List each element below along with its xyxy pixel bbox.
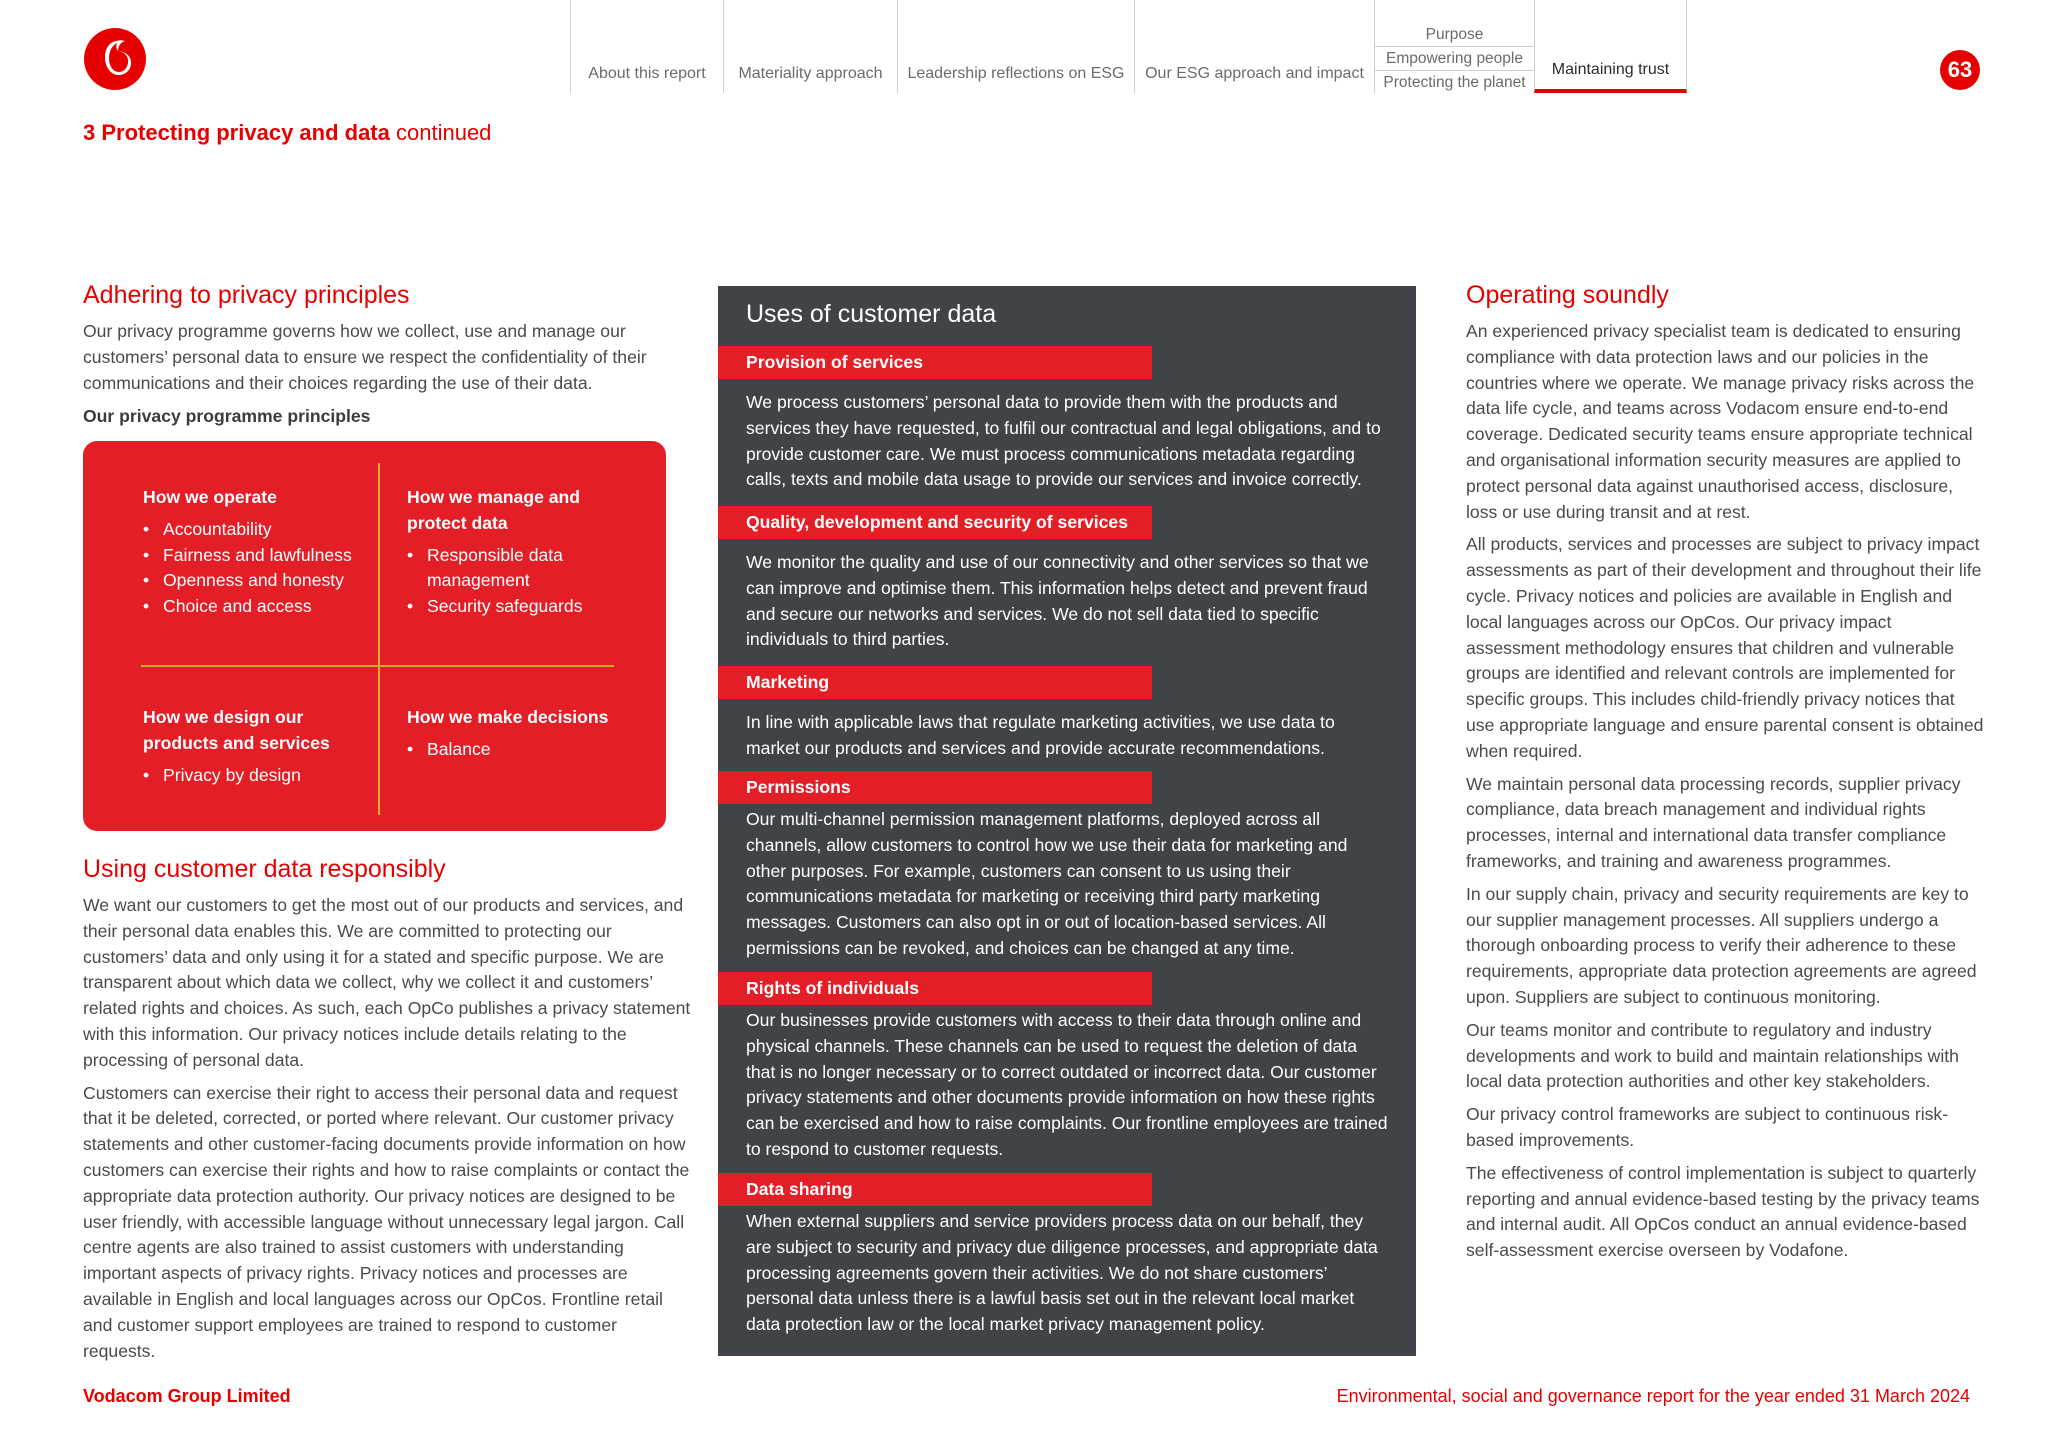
nav-leadership-reflections[interactable]	[897, 0, 1134, 93]
category-text: Our businesses provide customers with access to their data through online and physical channels. These channels can be used to request the deletion of data that is no longer necessary or to correct outdated or incorrect data. Our customer privacy statements and other documents provide information on how these rights can be exercised and how to raise complaints. Our frontline employees are trained to respond to customer requests.	[746, 1010, 1388, 1159]
principle-operate	[143, 485, 373, 620]
operating-paragraph: The effectiveness of control implementation is subject to quarterly reporting and annual evidence-based testing by the privacy teams and internal audit. All OpCos conduct an annual evidence-based self-assessment exercise overseen by Vodafone.	[1466, 1162, 1980, 1261]
nav-purpose[interactable]: Purpose	[1375, 0, 1534, 47]
operating-paragraph: An experienced privacy specialist team is dedicated to ensuring compliance with data protection laws and our policies in the countries where we operate. We manage privacy risks across the data life cycle, and teams across Vodacom ensure end-to-end coverage. Dedicated security teams ensure appropriate technical and organisational information security measures are applied to protect personal data against unauthorised access, disclosure, loss or use during transit and at rest.	[1466, 321, 1975, 522]
nav-empowering-people[interactable]: Empowering people	[1375, 47, 1534, 71]
category-label: Permissions	[718, 771, 1152, 804]
category-text: When external suppliers and service providers process data on our behalf, they are subject to security and privacy due diligence processes, and appropriate data processing agreements govern their activities. We do not share customers’ personal data unless there is a lawful basis set out in the relevant local market data protection law or the local market privacy management policy.	[746, 1211, 1378, 1335]
nav-label: Maintaining trust	[1551, 61, 1670, 78]
principle-item: • Balance	[427, 737, 637, 763]
category-label: Marketing	[718, 666, 1152, 699]
using-body	[83, 893, 691, 1371]
nav-esg-approach[interactable]	[1134, 0, 1374, 93]
nav-about-this-report[interactable]	[570, 0, 723, 93]
operating-heading: Operating soundly	[1466, 281, 1669, 309]
using-paragraph-2: Customers can exercise their right to access their personal data and request that it be deleted, corrected, or ported where relevant. Our customer privacy statements and other customer-facing documents provide information on how customers can exercise their rights and how to raise complaints or contact the appropriate data protection authority. Our privacy notices are designed to be user friendly, with accessible language without unnecessary legal jargon. Call centre agents are also trained to assist customers with understanding important aspects of privacy rights. Privacy notices and processes are available in English and local languages across our OpCos. Frontline retail and customer support employees are trained to respond to customer requests.	[83, 1082, 690, 1361]
nav-label: Our ESG approach and impact	[1145, 65, 1364, 82]
operating-paragraph: All products, services and processes are subject to privacy impact assessments as part of their development and throughout their life cycle. Privacy notices and policies are available in English and local languages across our OpCos. Our privacy impact assessment methodology ensures that children and vulnerable groups are identified and relevant controls are implemented for specific groups. This includes child-friendly privacy notices that use appropriate language and ensure parental consent is obtained when required.	[1466, 534, 1984, 761]
nav-label: Materiality approach	[738, 65, 883, 82]
category-label: Rights of individuals	[718, 972, 1152, 1005]
adhering-body	[83, 319, 673, 437]
category-text: Our multi-channel permission management platforms, deployed across all channels, allow customers to control how we use their data for marketing and other purposes. For example, customers can consent to us using their communications metadata for marketing or receiving third party marketing messages. Customers can also opt in or out of location-based services. All permissions can be revoked, and choices can be changed at any time.	[746, 809, 1348, 958]
operating-paragraph: In our supply chain, privacy and security requirements are key to our supplier management processes. All suppliers undergo a thorough onboarding process to verify their adherence to these requirements, appropriate data protection agreements are agreed upon. Suppliers are subject to continuous monitoring.	[1466, 883, 1977, 1007]
category-text: We monitor the quality and use of our connectivity and other services so that we can improve and optimise them. This information helps detect and prevent fraud and secure our networks and services. We do not sell data tied to specific individuals to third parties.	[746, 552, 1369, 650]
footer-report-title: Environmental, social and governance report for the year ended 31 March 2024	[1336, 1386, 1970, 1406]
principles-box	[83, 441, 666, 831]
operating-body	[1466, 319, 1986, 1271]
principle-item: • Fairness and lawfulness	[163, 543, 373, 569]
principle-manage	[407, 485, 637, 620]
quadrant-divider-horizontal	[141, 665, 614, 667]
footer-company: Vodacom Group Limited	[83, 1386, 291, 1406]
operating-paragraph: Our teams monitor and contribute to regulatory and industry developments and work to build and maintain relationships with local data protection authorities and other key stakeholders.	[1466, 1019, 1959, 1092]
principle-item: • Privacy by design	[163, 763, 373, 789]
principle-item: • Openness and honesty	[163, 568, 373, 594]
quadrant-divider-vertical	[378, 463, 380, 815]
uses-of-customer-data-panel	[718, 286, 1416, 1356]
principle-design	[143, 705, 373, 788]
operating-paragraph: We maintain personal data processing records, supplier privacy compliance, data breach management and individual rights processes, internal and international data transfer compliance frameworks, and training and awareness programmes.	[1466, 773, 1961, 871]
uses-title: Uses of customer data	[746, 300, 997, 328]
principle-title: How we make decisions	[407, 707, 609, 727]
adhering-heading: Adhering to privacy principles	[83, 281, 410, 309]
principle-item: • Responsible data management	[427, 543, 637, 595]
nav-stack	[1374, 0, 1534, 93]
section-title	[83, 120, 491, 146]
principle-item: • Choice and access	[163, 594, 373, 620]
nav-label: Leadership reflections on ESG	[907, 65, 1125, 82]
category-label: Quality, development and security of services	[718, 506, 1152, 539]
category-text: We process customers’ personal data to provide them with the products and services they have requested, to fulfil our contractual and legal obligations, and to provide customer care. We must process communications metadata regarding calls, texts and mobile data usage to provide our services and invoice correctly.	[746, 392, 1381, 490]
principle-title: How we design our products and services	[143, 707, 330, 753]
section-title-main: 3 Protecting privacy and data	[83, 120, 390, 145]
nav-materiality-approach[interactable]	[723, 0, 897, 93]
principles-subheading: Our privacy programme principles	[83, 406, 371, 427]
operating-paragraph: Our privacy control frameworks are subject to continuous risk-based improvements.	[1466, 1104, 1949, 1150]
nav-maintaining-trust[interactable]	[1534, 0, 1687, 93]
adhering-paragraph: Our privacy programme governs how we collect, use and manage our customers’ personal data to ensure we respect the confidentiality of their communications and their choices regarding the use of their data.	[83, 321, 647, 393]
principle-item: • Security safeguards	[427, 594, 637, 620]
using-paragraph-1: We want our customers to get the most out of our products and services, and their personal data enables this. We are committed to protecting our customers’ data and only using it for a stated and specific purpose. We are transparent about which data we collect, why we collect it and customers’ related rights and choices. As such, each OpCo publishes a privacy statement with this information. Our privacy notices include details relating to the processing of personal data.	[83, 895, 691, 1070]
principle-decisions	[407, 705, 637, 763]
nav-label: About this report	[588, 65, 706, 82]
section-title-suffix: continued	[396, 120, 492, 145]
nav-protecting-planet[interactable]: Protecting the planet	[1383, 74, 1526, 91]
category-text: In line with applicable laws that regulate marketing activities, we use data to market our products and services and provide accurate recommendations.	[746, 712, 1335, 758]
page-number-badge: 63	[1940, 50, 1980, 90]
principle-item: • Accountability	[163, 517, 373, 543]
category-label: Provision of services	[718, 346, 1152, 379]
principle-title: How we manage and protect data	[407, 487, 581, 533]
category-label: Data sharing	[718, 1173, 1152, 1206]
vodafone-logo-icon	[83, 27, 147, 91]
principle-title: How we operate	[143, 487, 277, 507]
using-heading: Using customer data responsibly	[83, 855, 446, 883]
